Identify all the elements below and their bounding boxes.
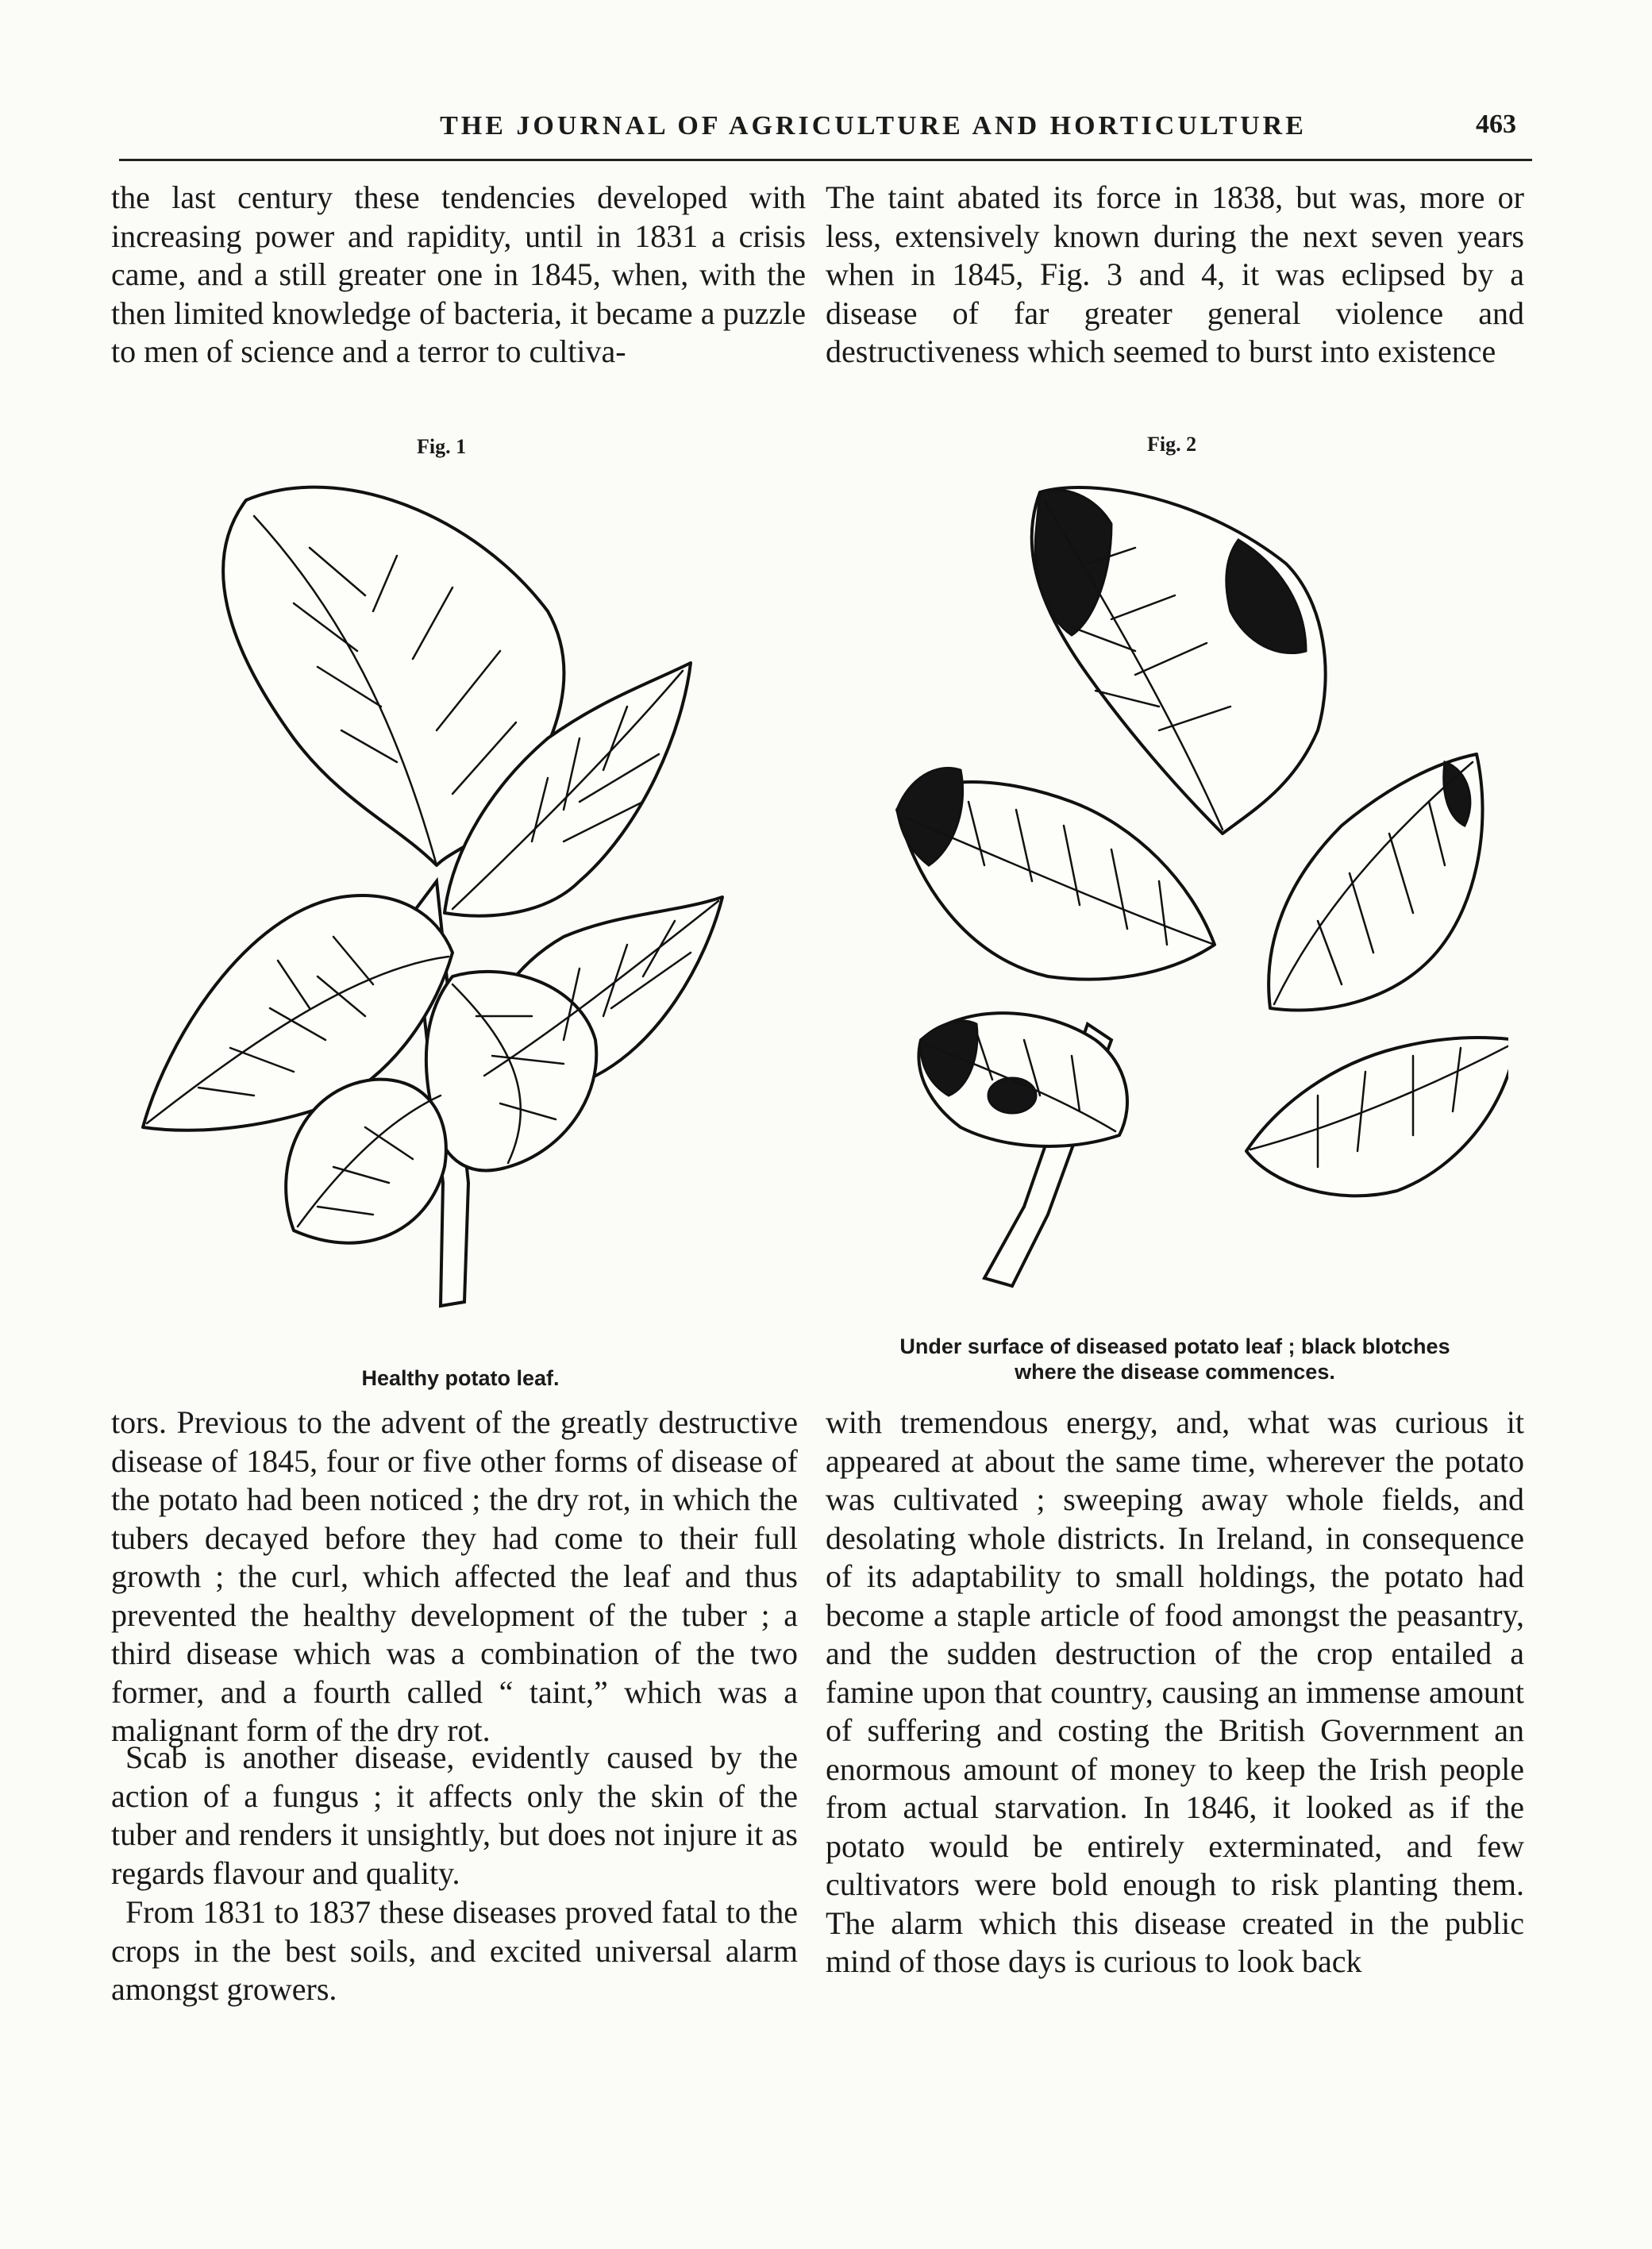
paragraph-lower-left-2: Scab is another disease, evidently caused by the action of a fungus ; it affects only the skin of the tuber and renders it unsightly, but does not injure it as regards flavour and quality. xyxy=(111,1739,798,1891)
paragraph-lower-right: with tremendous energy, and, what was curious it appeared at about the same time, wherever the potato was cultivated ; sweeping away whole fields, and desolating whole districts. In Ireland, in consequence of its adaptability to small holdings, the potato had become a staple article of food amongst the peasantry, and the sudden destruction of the crop entailed a famine upon that country, causing an immense amount of suffering and costing the British Government an enormous amount of money to keep the Irish people from actual starvation. In 1846, it looked as if the potato would be entirely exterminated, and few cultivators were bold enough to risk planting them. The alarm which this disease created in the public mind of those days is curious to look back xyxy=(826,1404,1524,1979)
figure-1-caption: Healthy potato leaf. xyxy=(361,1366,560,1390)
paragraph-upper-left: the last century these tendencies developed with increasing power and rapidity, until in 1831 a crisis came, and a still greater one in 1845, when, with the then limited knowledge of bacteria, it became a puzzle to men of science and a terror to cultiva- xyxy=(111,179,806,369)
figure-2-caption-line-2: where the disease commences. xyxy=(1015,1360,1335,1384)
paragraph-upper-right: The taint abated its force in 1838, but was, more or less, extensively known during the next seven years when in 1845, Fig. 3 and 4, it was eclipsed by a disease of far greater general violence and destructiveness which seemed to burst into existence xyxy=(826,179,1524,369)
healthy-potato-leaf-illustration xyxy=(135,468,794,1318)
diseased-potato-leaf-illustration xyxy=(873,468,1508,1326)
leaf-center-lower xyxy=(426,972,596,1170)
figure-2-caption xyxy=(818,1334,1532,1384)
figure-1-label: Fig. 1 xyxy=(417,435,467,458)
figure-2-label: Fig. 2 xyxy=(1147,433,1197,456)
blotch-small-center xyxy=(988,1078,1036,1113)
figure-2-caption-line-1: Under surface of diseased potato leaf ; black blotches xyxy=(899,1334,1450,1358)
paragraph-lower-left-1: tors. Previous to the advent of the greatly destructive disease of 1845, four or five other forms of disease of the potato had been noticed ; the dry rot, in which the tubers decayed before they had come to their full growth ; the curl, which affected the leaf and thus prevented the healthy development of the tuber ; a third disease which was a combination of the two former, and a fourth called “ taint,” which was a malignant form of the dry rot. xyxy=(111,1404,798,1748)
paragraph-lower-left-3: From 1831 to 1837 these diseases proved fatal to the crops in the best soils, and excited universal alarm amongst growers. xyxy=(111,1894,798,2007)
running-title: THE JOURNAL OF AGRICULTURE AND HORTICULTURE xyxy=(440,111,1307,141)
page-header xyxy=(119,103,1532,161)
page-number: 463 xyxy=(1476,110,1516,139)
leaf-right-lower xyxy=(1246,1038,1508,1196)
